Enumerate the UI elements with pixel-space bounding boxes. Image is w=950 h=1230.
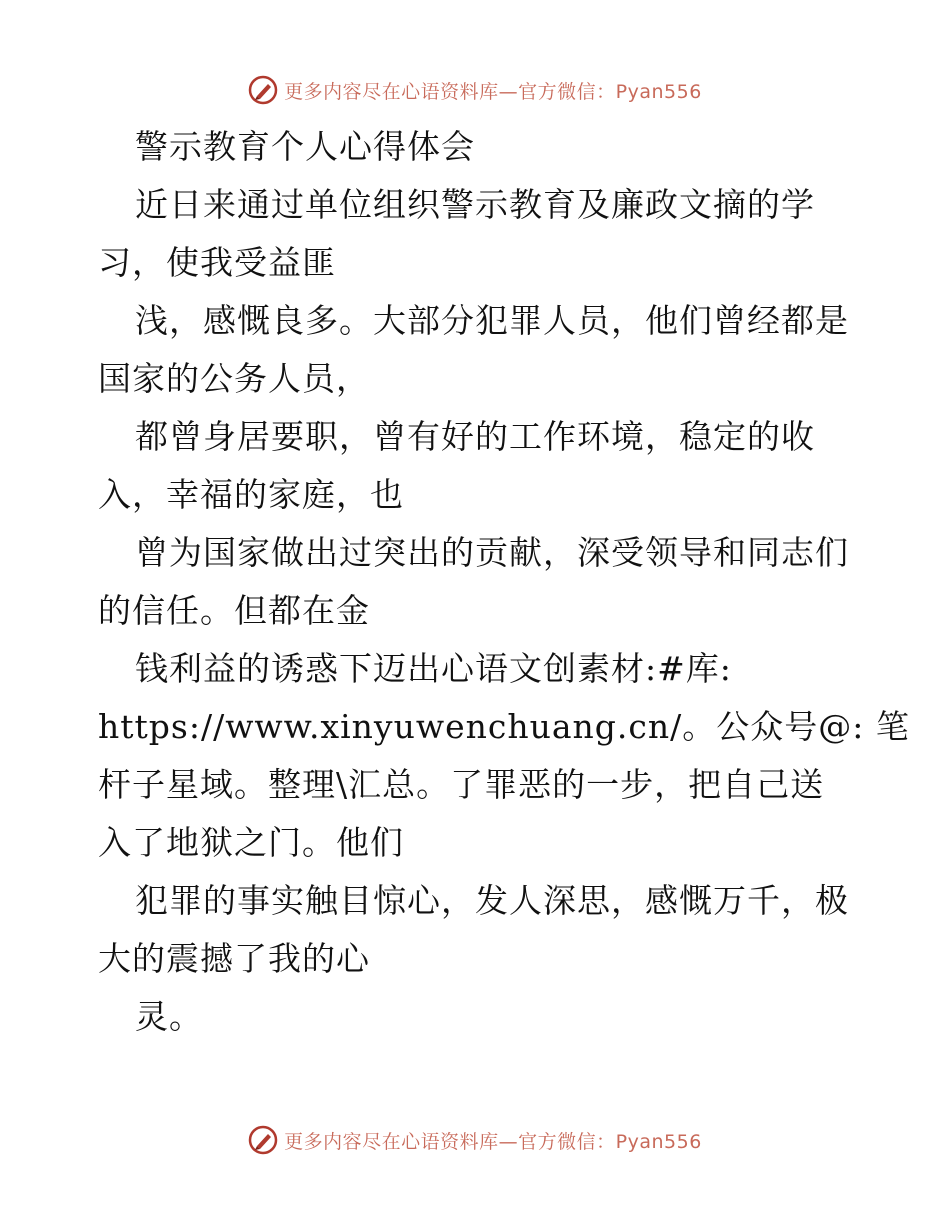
text-line: 的信任。但都在金 bbox=[98, 591, 370, 630]
text-line: 浅，感慨良多。大部分犯罪人员，他们曾经都是 bbox=[135, 301, 849, 340]
banner-text: 更多内容尽在心语资料库—官方微信：Pyan556 bbox=[284, 80, 702, 103]
text-line: https://www.xinyuwenchuang.cn/。公众号@: 笔 bbox=[98, 707, 910, 746]
text-line: 入了地狱之门。他们 bbox=[98, 823, 404, 862]
banner-text: 更多内容尽在心语资料库—官方微信：Pyan556 bbox=[284, 1130, 702, 1153]
text-line: 钱利益的诱惑下迈出心语文创素材:#库: bbox=[135, 649, 732, 688]
pen-seal-icon bbox=[248, 1125, 278, 1155]
document-body bbox=[98, 118, 910, 1046]
text-line: 习，使我受益匪 bbox=[98, 243, 336, 282]
text-line: 灵。 bbox=[135, 997, 203, 1036]
footer-banner bbox=[0, 1120, 950, 1160]
text-line: 大的震撼了我的心 bbox=[98, 939, 370, 978]
pen-seal-icon bbox=[248, 75, 278, 105]
text-line: 曾为国家做出过突出的贡献，深受领导和同志们 bbox=[135, 533, 849, 572]
text-line: 都曾身居要职，曾有好的工作环境，稳定的收 bbox=[135, 417, 815, 456]
text-line: 国家的公务人员， bbox=[98, 359, 370, 398]
text-line: 杆子星域。整理\汇总。了罪恶的一步，把自己送 bbox=[98, 765, 825, 804]
header-banner bbox=[0, 70, 950, 110]
text-line: 犯罪的事实触目惊心，发人深思，感慨万千，极 bbox=[135, 881, 849, 920]
text-line: 入，幸福的家庭，也 bbox=[98, 475, 404, 514]
text-line: 警示教育个人心得体会 bbox=[135, 127, 475, 166]
text-line: 近日来通过单位组织警示教育及廉政文摘的学 bbox=[135, 185, 815, 224]
